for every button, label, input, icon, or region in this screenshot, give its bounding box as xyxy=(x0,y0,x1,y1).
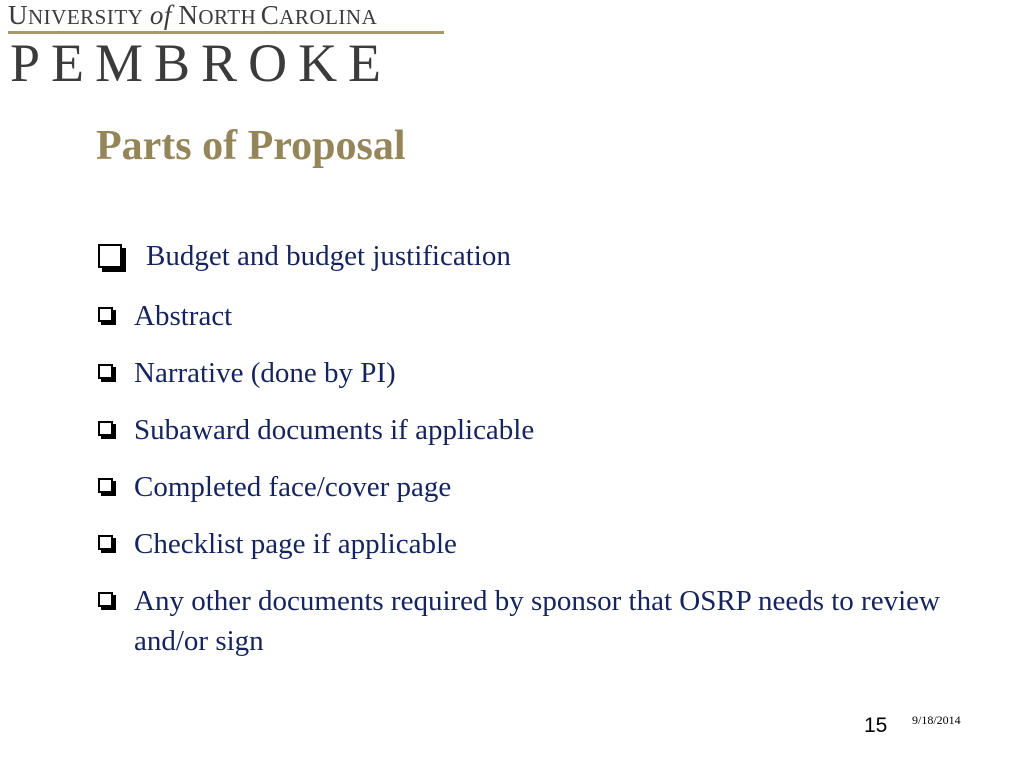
slide-date: 9/18/2014 xyxy=(912,713,961,727)
bullet-text: Any other documents required by sponsor that OSRP needs to review and/or sign xyxy=(134,585,940,657)
list-item xyxy=(96,296,976,336)
logo-pembroke-wordmark: PEMBROKE xyxy=(10,33,393,93)
bullet-text: Narrative (done by PI) xyxy=(134,357,396,389)
university-logo xyxy=(8,0,448,92)
checkbox-square-icon xyxy=(98,592,113,607)
list-item xyxy=(96,467,976,507)
bullet-text: Checklist page if applicable xyxy=(134,528,457,560)
checkbox-square-icon xyxy=(98,535,113,550)
checkbox-square-icon xyxy=(98,244,122,268)
slide-title: Parts of Proposal xyxy=(96,123,406,169)
bullet-list xyxy=(96,236,976,661)
logo-university-line: UNIVERSITY of NORTH CAROLINA xyxy=(8,0,378,30)
list-item xyxy=(96,236,976,276)
bullet-text: Completed face/cover page xyxy=(134,471,452,503)
list-item xyxy=(96,353,976,393)
checkbox-square-icon xyxy=(98,478,113,493)
bullet-text: Budget and budget justification xyxy=(146,240,511,272)
bullet-text: Abstract xyxy=(134,300,233,332)
checkbox-square-icon xyxy=(98,421,113,436)
checkbox-square-icon xyxy=(98,364,113,379)
bullet-text: Subaward documents if applicable xyxy=(134,414,535,446)
list-item xyxy=(96,581,976,661)
list-item xyxy=(96,410,976,450)
checkbox-square-icon xyxy=(98,307,113,322)
list-item xyxy=(96,524,976,564)
page-number: 15 xyxy=(864,714,888,737)
